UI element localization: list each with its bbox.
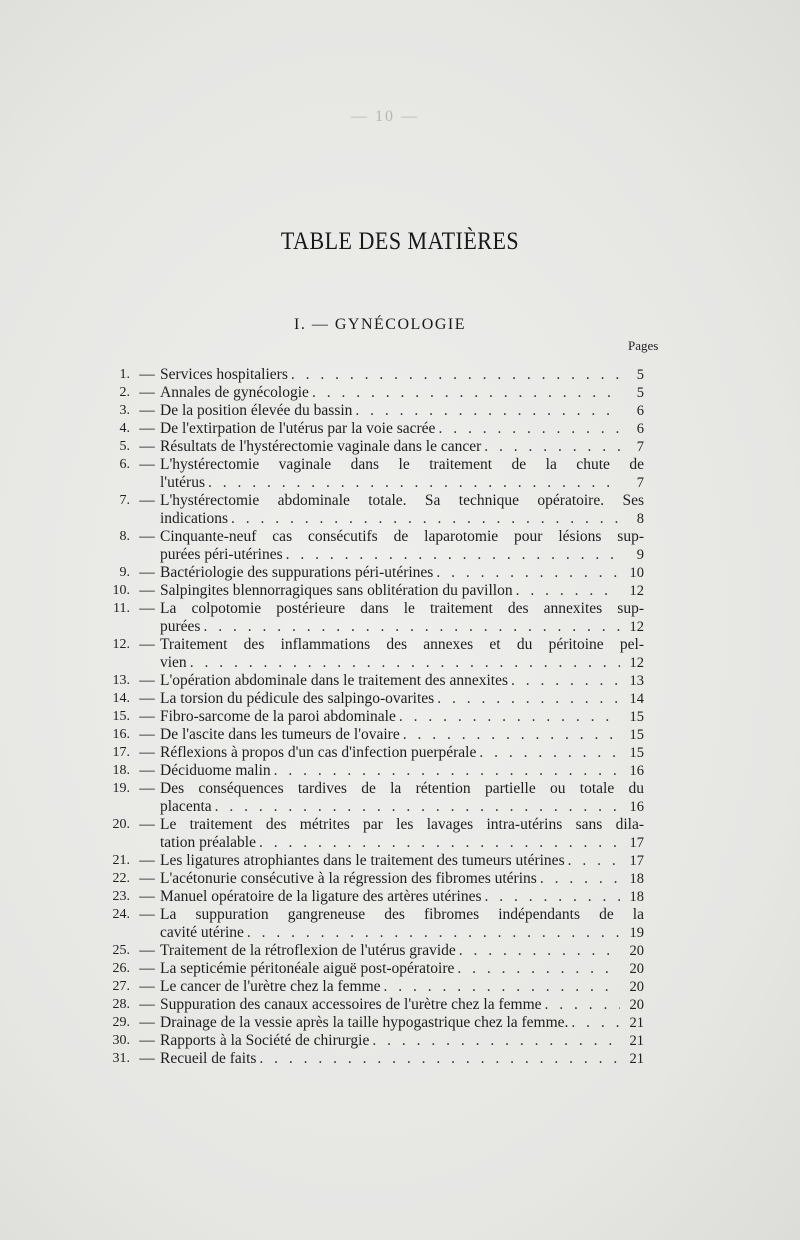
entry-title-line: De la position élevée du bassin bbox=[160, 402, 353, 419]
entry-text bbox=[160, 816, 644, 852]
entry-title-line: Salpingites blennorragiques sans oblitération du pavillon bbox=[160, 582, 513, 599]
entry-page-number: 10 bbox=[629, 565, 644, 581]
entry-text bbox=[160, 744, 644, 762]
entry-text bbox=[160, 852, 644, 870]
toc-entry bbox=[98, 456, 644, 492]
dot-leader bbox=[476, 744, 620, 762]
entry-number: 26. bbox=[112, 961, 130, 976]
entry-page-number: 21 bbox=[629, 1033, 644, 1049]
entry-number: 4. bbox=[119, 421, 130, 436]
entry-page-number: 9 bbox=[636, 547, 644, 563]
toc-entry bbox=[98, 384, 644, 402]
dot-leader bbox=[381, 978, 620, 996]
entry-number: 27. bbox=[112, 979, 130, 994]
entry-text bbox=[160, 600, 644, 636]
entry-number: 3. bbox=[119, 403, 130, 418]
entry-text bbox=[160, 366, 644, 384]
entry-number: 16. bbox=[112, 727, 130, 742]
entry-dash: — bbox=[139, 420, 155, 437]
entry-text bbox=[160, 996, 644, 1014]
dot-leader bbox=[369, 1032, 620, 1050]
entry-number: 1. bbox=[119, 367, 130, 382]
entry-number: 9. bbox=[119, 565, 130, 580]
entry-dash: — bbox=[139, 456, 155, 473]
entry-title-line: Traitement de la rétroflexion de l'utérus gravide bbox=[160, 942, 456, 959]
entry-number: 17. bbox=[112, 745, 130, 760]
entry-dash: — bbox=[139, 978, 155, 995]
entry-dash: — bbox=[139, 708, 155, 725]
entry-title-line: Des conséquences tardives de la rétention partielle ou totale du bbox=[160, 780, 644, 797]
entry-number: 29. bbox=[112, 1015, 130, 1030]
entry-page-number: 13 bbox=[629, 673, 644, 689]
dot-leader bbox=[309, 384, 620, 402]
toc-entry bbox=[98, 816, 644, 852]
entry-dash: — bbox=[139, 564, 155, 581]
entry-page-number: 20 bbox=[629, 943, 644, 959]
entry-number: 12. bbox=[112, 637, 130, 652]
entry-page-number: 8 bbox=[636, 511, 644, 527]
toc-entry bbox=[98, 906, 644, 942]
entry-text bbox=[160, 384, 644, 402]
entry-dash: — bbox=[139, 870, 155, 887]
entry-number: 25. bbox=[112, 943, 130, 958]
section-title: I. — GYNÉCOLOGIE bbox=[294, 316, 466, 333]
entry-dash: — bbox=[139, 960, 155, 977]
entry-number: 18. bbox=[112, 763, 130, 778]
entry-page-number: 5 bbox=[636, 367, 644, 383]
toc-entry bbox=[98, 672, 644, 690]
entry-title-line: L'opération abdominale dans le traitement des annexites bbox=[160, 672, 508, 689]
entry-text bbox=[160, 708, 644, 726]
table-of-contents bbox=[98, 366, 644, 1068]
entry-title-line: Rapports à la Société de chirurgie bbox=[160, 1032, 370, 1049]
entry-title-line: La torsion du pédicule des salpingo-ovarites bbox=[160, 690, 435, 707]
entry-title-line: Réflexions à propos d'un cas d'infection puerpérale bbox=[160, 744, 477, 761]
entry-page-number: 12 bbox=[629, 655, 644, 671]
entry-title-line: De l'extirpation de l'utérus par la voie sacrée bbox=[160, 420, 436, 437]
dot-leader bbox=[205, 474, 620, 492]
entry-title-line: Cinquante-neuf cas consécutifs de laparotomie pour lésions sup- bbox=[160, 528, 644, 545]
dot-leader bbox=[542, 996, 620, 1014]
entry-text bbox=[160, 960, 644, 978]
toc-entry bbox=[98, 690, 644, 708]
entry-dash: — bbox=[139, 816, 155, 833]
entry-text bbox=[160, 528, 644, 564]
entry-page-number: 5 bbox=[636, 385, 644, 401]
entry-text bbox=[160, 942, 644, 960]
dot-leader bbox=[537, 870, 620, 888]
entry-title-line: Fibro-sarcome de la paroi abdominale bbox=[160, 708, 396, 725]
toc-entry bbox=[98, 1014, 644, 1032]
dot-leader bbox=[256, 834, 620, 852]
dot-leader bbox=[256, 1050, 620, 1068]
dot-leader bbox=[187, 654, 620, 672]
toc-entry bbox=[98, 708, 644, 726]
entry-text bbox=[160, 888, 644, 906]
entry-dash: — bbox=[139, 1014, 155, 1031]
entry-dash: — bbox=[139, 636, 155, 653]
entry-number: 28. bbox=[112, 997, 130, 1012]
entry-text bbox=[160, 420, 644, 438]
entry-number: 19. bbox=[112, 781, 130, 796]
entry-number: 2. bbox=[119, 385, 130, 400]
dot-leader bbox=[228, 510, 620, 528]
dot-leader bbox=[481, 888, 620, 906]
entry-text bbox=[160, 870, 644, 888]
entry-dash: — bbox=[139, 888, 155, 905]
entry-text bbox=[160, 906, 644, 942]
entry-title-line: placenta bbox=[160, 798, 212, 815]
entry-number: 10. bbox=[112, 583, 130, 598]
entry-page-number: 17 bbox=[629, 853, 644, 869]
page-title: TABLE DES MATIÈRES bbox=[280, 226, 520, 255]
entry-page-number: 21 bbox=[629, 1051, 644, 1067]
entry-title-line: De l'ascite dans les tumeurs de l'ovaire bbox=[160, 726, 400, 743]
entry-text bbox=[160, 564, 644, 582]
entry-dash: — bbox=[139, 402, 155, 419]
entry-title-line: Les ligatures atrophiantes dans le traitement des tumeurs utérines bbox=[160, 852, 565, 869]
entry-title-line: Le traitement des métrites par les lavages intra-utérins sans dila- bbox=[160, 816, 644, 833]
entry-dash: — bbox=[139, 942, 155, 959]
toc-entry bbox=[98, 996, 644, 1014]
toc-entry bbox=[98, 600, 644, 636]
dot-leader bbox=[200, 618, 620, 636]
entry-dash: — bbox=[139, 744, 155, 761]
pages-column-header: Pages bbox=[628, 338, 659, 353]
toc-entry bbox=[98, 870, 644, 888]
entry-title-line: Traitement des inflammations des annexes et du péritoine pel- bbox=[160, 636, 644, 653]
entry-number: 7. bbox=[119, 493, 130, 508]
toc-entry bbox=[98, 438, 644, 456]
entry-text bbox=[160, 582, 644, 600]
dot-leader bbox=[288, 366, 620, 384]
toc-entry bbox=[98, 1032, 644, 1050]
entry-title-line: La suppuration gangreneuse des fibromes indépendants de la bbox=[160, 906, 644, 923]
dot-leader bbox=[568, 1014, 620, 1032]
toc-entry bbox=[98, 852, 644, 870]
entry-page-number: 12 bbox=[629, 619, 644, 635]
entry-text bbox=[160, 978, 644, 996]
entry-page-number: 12 bbox=[629, 583, 644, 599]
entry-number: 5. bbox=[119, 439, 130, 454]
entry-number: 15. bbox=[112, 709, 130, 724]
entry-dash: — bbox=[139, 528, 155, 545]
entry-title-line: purées bbox=[160, 618, 201, 635]
dot-leader bbox=[283, 546, 620, 564]
entry-text bbox=[160, 762, 644, 780]
dot-leader bbox=[513, 582, 620, 600]
entry-title-line: Bactériologie des suppurations péri-utérines bbox=[160, 564, 434, 581]
entry-page-number: 17 bbox=[629, 835, 644, 851]
entry-text bbox=[160, 1014, 644, 1032]
toc-entry bbox=[98, 726, 644, 744]
entry-title-line: Manuel opératoire de la ligature des artères utérines bbox=[160, 888, 482, 905]
entry-title-line: l'utérus bbox=[160, 474, 205, 491]
entry-title-line: Résultats de l'hystérectomie vaginale dans le cancer bbox=[160, 438, 482, 455]
entry-text bbox=[160, 672, 644, 690]
entry-page-number: 19 bbox=[629, 925, 644, 941]
entry-number: 11. bbox=[113, 601, 130, 616]
entry-title-line: tation préalable bbox=[160, 834, 256, 851]
entry-title-line: Le cancer de l'urètre chez la femme bbox=[160, 978, 381, 995]
dot-leader bbox=[456, 942, 620, 960]
entry-title-line: purées péri-utérines bbox=[160, 546, 283, 563]
entry-page-number: 16 bbox=[629, 763, 644, 779]
entry-dash: — bbox=[139, 1032, 155, 1049]
entry-number: 13. bbox=[112, 673, 130, 688]
entry-text bbox=[160, 456, 644, 492]
entry-page-number: 21 bbox=[629, 1015, 644, 1031]
dot-leader bbox=[212, 798, 620, 816]
entry-text bbox=[160, 726, 644, 744]
toc-entry bbox=[98, 744, 644, 762]
dot-leader bbox=[433, 564, 620, 582]
toc-entry bbox=[98, 366, 644, 384]
entry-number: 22. bbox=[112, 871, 130, 886]
toc-entry bbox=[98, 420, 644, 438]
entry-title-line: Drainage de la vessie après la taille hypogastrique chez la femme. bbox=[160, 1014, 569, 1031]
entry-number: 20. bbox=[112, 817, 130, 832]
page-number: — 10 — bbox=[351, 108, 419, 125]
entry-dash: — bbox=[139, 852, 155, 869]
entry-text bbox=[160, 438, 644, 456]
entry-title-line: Suppuration des canaux accessoires de l'urètre chez la femme bbox=[160, 996, 542, 1013]
entry-title-line: La septicémie péritonéale aiguë post-opératoire bbox=[160, 960, 455, 977]
entry-page-number: 20 bbox=[629, 979, 644, 995]
entry-dash: — bbox=[139, 438, 155, 455]
entry-text bbox=[160, 1032, 644, 1050]
toc-entry bbox=[98, 402, 644, 420]
entry-number: 31. bbox=[112, 1051, 130, 1066]
entry-page-number: 6 bbox=[636, 403, 644, 419]
entry-dash: — bbox=[139, 600, 155, 617]
entry-page-number: 16 bbox=[629, 799, 644, 815]
entry-text bbox=[160, 690, 644, 708]
entry-page-number: 20 bbox=[629, 961, 644, 977]
dot-leader bbox=[244, 924, 620, 942]
entry-page-number: 6 bbox=[636, 421, 644, 437]
entry-title-line: L'acétonurie consécutive à la régression des fibromes utérins bbox=[160, 870, 537, 887]
entry-number: 24. bbox=[112, 907, 130, 922]
entry-title-line: L'hystérectomie abdominale totale. Sa technique opératoire. Ses bbox=[160, 492, 644, 509]
entry-text bbox=[160, 780, 644, 816]
entry-page-number: 20 bbox=[629, 997, 644, 1013]
dot-leader bbox=[454, 960, 620, 978]
toc-entry bbox=[98, 1050, 644, 1068]
dot-leader bbox=[271, 762, 620, 780]
entry-page-number: 18 bbox=[629, 871, 644, 887]
entry-dash: — bbox=[139, 780, 155, 797]
toc-entry bbox=[98, 978, 644, 996]
dot-leader bbox=[396, 708, 620, 726]
toc-entry bbox=[98, 492, 644, 528]
dot-leader bbox=[352, 402, 620, 420]
entry-page-number: 15 bbox=[629, 709, 644, 725]
toc-entry bbox=[98, 582, 644, 600]
entry-text bbox=[160, 636, 644, 672]
entry-number: 14. bbox=[112, 691, 130, 706]
entry-title-line: indications bbox=[160, 510, 229, 527]
entry-number: 30. bbox=[112, 1033, 130, 1048]
entry-page-number: 7 bbox=[636, 475, 644, 491]
entry-dash: — bbox=[139, 1050, 155, 1067]
entry-title-line: L'hystérectomie vaginale dans le traitement de la chute de bbox=[160, 456, 644, 473]
entry-dash: — bbox=[139, 492, 155, 509]
entry-page-number: 15 bbox=[629, 727, 644, 743]
entry-page-number: 7 bbox=[636, 439, 644, 455]
entry-text bbox=[160, 402, 644, 420]
entry-title-line: cavité utérine bbox=[160, 924, 244, 941]
toc-entry bbox=[98, 888, 644, 906]
toc-entry bbox=[98, 942, 644, 960]
dot-leader bbox=[508, 672, 620, 690]
toc-entry bbox=[98, 780, 644, 816]
entry-title-line: Recueil de faits bbox=[160, 1050, 257, 1067]
entry-title-line: vien bbox=[160, 654, 187, 671]
entry-title-line: Déciduome malin bbox=[160, 762, 271, 779]
toc-entry bbox=[98, 564, 644, 582]
entry-dash: — bbox=[139, 582, 155, 599]
entry-dash: — bbox=[139, 672, 155, 689]
entry-page-number: 15 bbox=[629, 745, 644, 761]
toc-entry bbox=[98, 762, 644, 780]
toc-entry bbox=[98, 528, 644, 564]
entry-text bbox=[160, 492, 644, 528]
entry-title-line: Services hospitaliers bbox=[160, 366, 288, 383]
dot-leader bbox=[481, 438, 620, 456]
entry-dash: — bbox=[139, 906, 155, 923]
entry-number: 21. bbox=[112, 853, 130, 868]
entry-dash: — bbox=[139, 690, 155, 707]
toc-entry bbox=[98, 960, 644, 978]
entry-dash: — bbox=[139, 762, 155, 779]
entry-dash: — bbox=[139, 384, 155, 401]
entry-number: 6. bbox=[119, 457, 130, 472]
dot-leader bbox=[434, 690, 620, 708]
dot-leader bbox=[400, 726, 620, 744]
entry-dash: — bbox=[139, 366, 155, 383]
entry-text bbox=[160, 1050, 644, 1068]
entry-number: 23. bbox=[112, 889, 130, 904]
dot-leader bbox=[435, 420, 620, 438]
toc-entry bbox=[98, 636, 644, 672]
entry-title-line: Annales de gynécologie bbox=[160, 384, 309, 401]
entry-title-line: La colpotomie postérieure dans le traitement des annexites sup- bbox=[160, 600, 644, 617]
entry-dash: — bbox=[139, 996, 155, 1013]
entry-number: 8. bbox=[119, 529, 130, 544]
entry-page-number: 14 bbox=[629, 691, 644, 707]
entry-page-number: 18 bbox=[629, 889, 644, 905]
entry-dash: — bbox=[139, 726, 155, 743]
dot-leader bbox=[565, 852, 620, 870]
